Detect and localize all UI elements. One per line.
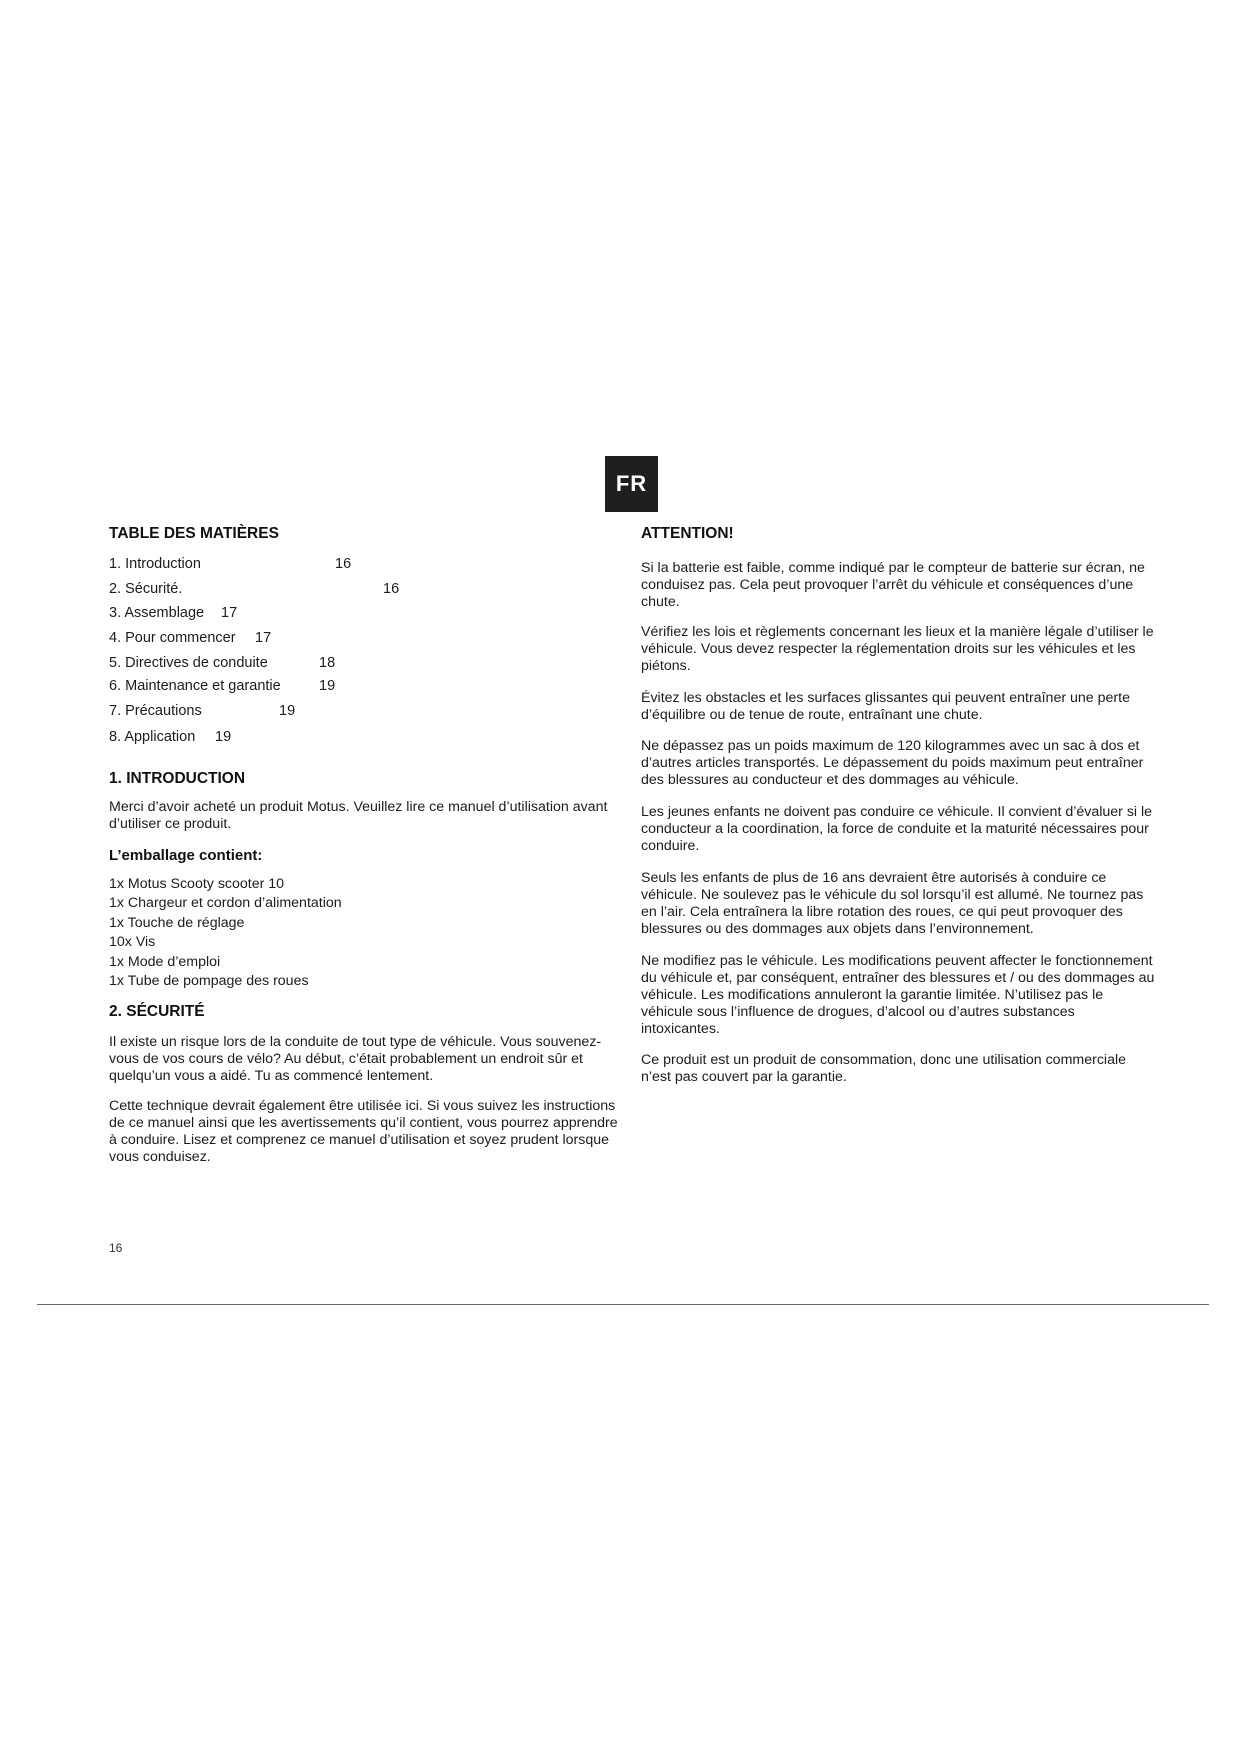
- toc-item-page: 19: [279, 703, 296, 719]
- toc-item-label: 2. Sécurité.: [109, 581, 183, 597]
- attention-paragraph: Ce produit est un produit de consommation, donc une utilisation commerciale n’est pas couvert par la garantie.: [641, 1052, 1127, 1085]
- toc-item-label: 6. Maintenance et garantie: [109, 678, 281, 694]
- package-title: L’emballage contient:: [109, 847, 263, 864]
- package-item: 1x Motus Scooty scooter 10: [109, 876, 285, 892]
- toc-item-page: 17: [221, 605, 238, 621]
- attention-paragraph: Vérifiez les lois et règlements concernant les lieux et la manière légale d’utiliser le véhicule. Vous devez respecter la réglementation droits sur les véhicules et les piétons.: [641, 624, 1154, 674]
- language-badge: FR: [605, 456, 658, 512]
- toc-item-page: 19: [215, 729, 232, 745]
- toc-item-page: 19: [319, 678, 336, 694]
- attention-paragraph: Seuls les enfants de plus de 16 ans devraient être autorisés à conduire ce véhicule. Ne soulevez pas le véhicule du sol lorsqu’il est allumé. Ne tournez pas en l’air. Cela entraînera la libre rotation des roues, ce qui peut provoquer des blessures ou des dommages aux objets dans l’environnement.: [641, 870, 1144, 937]
- securite-paragraph: Cette technique devrait également être utilisée ici. Si vous suivez les instructions de ce manuel ainsi que les avertissements qu’il contient, vous pourrez apprendre à conduire. Lisez et comprenez ce manuel d’utilisation et soyez prudent lorsque vous conduisez.: [109, 1098, 618, 1165]
- toc-item-page: 16: [335, 556, 352, 572]
- introduction-text: Merci d’avoir acheté un produit Motus. Veuillez lire ce manuel d’utilisation avant d’utiliser ce produit.: [109, 799, 608, 832]
- section-title-securite: 2. SÉCURITÉ: [109, 1003, 205, 1020]
- toc-item-label: 1. Introduction: [109, 556, 201, 572]
- toc-item-page: 16: [383, 581, 400, 597]
- toc-item-label: 7. Précautions: [109, 703, 202, 719]
- toc-item-page: 17: [255, 630, 272, 646]
- package-item: 1x Mode d’emploi: [109, 954, 221, 970]
- toc-item-page: 18: [319, 655, 336, 671]
- page-number: 16: [109, 1241, 123, 1255]
- toc-item-label: 3. Assemblage: [109, 605, 205, 621]
- attention-paragraph: Ne dépassez pas un poids maximum de 120 kilogrammes avec un sac à dos et d’autres articles transportés. Le dépassement du poids maximum peut entraîner des blessures au conducteur et des dommages au véhicule.: [641, 738, 1144, 788]
- package-item: 1x Chargeur et cordon d’alimentation: [109, 895, 342, 911]
- attention-paragraph: Si la batterie est faible, comme indiqué par le compteur de batterie sur écran, ne conduisez pas. Cela peut provoquer l’arrêt du véhicule et conséquences d’une chute.: [641, 560, 1145, 610]
- section-title-attention: ATTENTION!: [641, 525, 734, 542]
- section-title-introduction: 1. INTRODUCTION: [109, 770, 246, 787]
- toc-item-label: 8. Application: [109, 729, 196, 745]
- toc-item-label: 5. Directives de conduite: [109, 655, 268, 671]
- attention-paragraph: Évitez les obstacles et les surfaces glissantes qui peuvent entraîner une perte d’équilibre ou de tenue de route, entraînant une chute.: [641, 690, 1130, 723]
- attention-paragraph: Ne modifiez pas le véhicule. Les modifications peuvent affecter le fonctionnement du véhicule et, par conséquent, entraîner des blessures et / ou des dommages au véhicule. Les modifications annuleront la garantie limitée. N’utilisez pas le véhicule sous l’influence de drogues, d’alcool ou d’autres substances intoxicantes.: [641, 953, 1155, 1037]
- package-item: 10x Vis: [109, 934, 156, 950]
- securite-paragraph: Il existe un risque lors de la conduite de tout type de véhicule. Vous souvenez-vous de vos cours de vélo? Au début, c’était probablement un endroit sûr et quelqu’un vous a aidé. Tu as commencé lentement.: [109, 1034, 602, 1084]
- toc-item-label: 4. Pour commencer: [109, 630, 236, 646]
- footer-divider: [37, 1304, 1209, 1305]
- toc-title: TABLE DES MATIÈRES: [109, 525, 279, 542]
- attention-paragraph: Les jeunes enfants ne doivent pas conduire ce véhicule. Il convient d’évaluer si le conducteur a la coordination, la force de conduite et la maturité nécessaires pour conduire.: [641, 804, 1153, 854]
- package-item: 1x Touche de réglage: [109, 915, 245, 931]
- package-item: 1x Tube de pompage des roues: [109, 973, 309, 989]
